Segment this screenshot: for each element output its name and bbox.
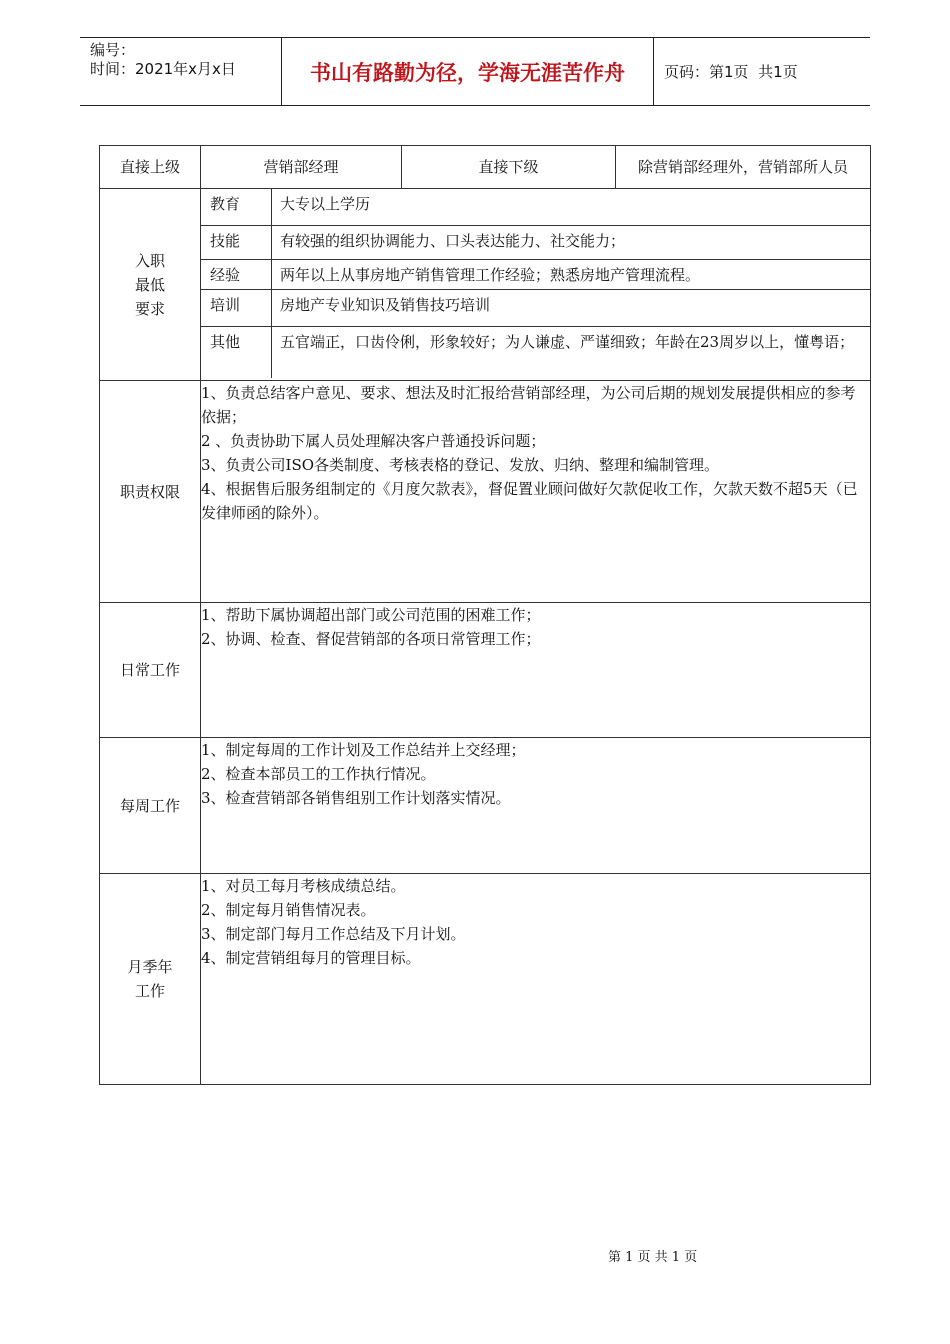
subordinate-label: 直接下级 [402, 146, 616, 189]
monthly-item: 3、制定部门每月工作总结及下月计划。 [201, 925, 466, 943]
requirement-value: 大专以上学历 [272, 189, 871, 225]
duties-row [100, 381, 871, 603]
superior-label: 直接上级 [100, 146, 201, 189]
duty-item: 3、负责公司ISO各类制度、考核表格的登记、发放、归纳、整理和编制管理。 [201, 456, 720, 474]
superior-value: 营销部经理 [201, 146, 402, 189]
document-number-label: 编号： [90, 41, 136, 59]
weekly-item: 1、制定每周的工作计划及工作总结并上交经理； [201, 741, 526, 759]
job-description-table [99, 145, 871, 1085]
weekly-item: 3、检查营销部各销售组别工作计划落实情况。 [201, 789, 511, 807]
daily-item: 2、协调、检查、督促营销部的各项日常管理工作； [201, 630, 541, 648]
duties-label: 职责权限 [100, 381, 201, 603]
requirement-value: 有较强的组织协调能力、口头表达能力、社交能力； [272, 225, 871, 259]
monthly-label-line: 月季年 [127, 958, 173, 976]
requirements-label-line: 最低 [134, 275, 165, 294]
requirements-label-line: 入职 [134, 251, 165, 270]
duty-item: 1、负责总结客户意见、要求、想法及时汇报给营销部经理，为公司后期的规划发展提供相应的参考依据； [201, 384, 856, 426]
requirement-key: 教育 [201, 189, 272, 225]
daily-row [100, 603, 871, 738]
weekly-content [201, 738, 871, 874]
header-meta [80, 38, 281, 105]
requirement-value: 房地产专业知识及销售技巧培训 [272, 289, 871, 326]
monthly-content [201, 874, 871, 1085]
requirement-row [201, 289, 870, 326]
weekly-item: 2、检查本部员工的工作执行情况。 [201, 765, 436, 783]
monthly-label [100, 874, 201, 1085]
footer-page-number: 第 1 页 共 1 页 [608, 1250, 698, 1265]
subordinate-value: 除营销部经理外，营销部所人员 [616, 146, 871, 189]
header-page-info [654, 38, 870, 105]
requirement-value: 两年以上从事房地产销售管理工作经验；熟悉房地产管理流程。 [272, 259, 871, 289]
requirements-label-line: 要求 [134, 299, 165, 318]
weekly-row [100, 738, 871, 874]
document-time-label: 时间：2021年x月x日 [90, 60, 236, 78]
duty-item: 4、根据售后服务组制定的《月度欠款表》，督促置业顾问做好欠款促收工作，欠款天数不超5天（已发律师函的除外）。 [201, 480, 858, 522]
requirement-row [201, 326, 870, 378]
requirements-row [100, 189, 871, 381]
requirements-cell [201, 189, 871, 381]
requirements-inner-table [201, 189, 870, 378]
duties-content [201, 381, 871, 603]
monthly-label-line: 工作 [134, 982, 165, 1000]
monthly-row [100, 874, 871, 1085]
requirements-label [100, 189, 201, 381]
weekly-label: 每周工作 [100, 738, 201, 874]
requirement-key: 经验 [201, 259, 272, 289]
monthly-item: 2、制定每月销售情况表。 [201, 901, 376, 919]
daily-item: 1、帮助下属协调超出部门或公司范围的困难工作； [201, 606, 541, 624]
monthly-item: 1、对员工每月考核成绩总结。 [201, 877, 406, 895]
duty-item: 2 、负责协助下属人员处理解决客户普通投诉问题； [201, 432, 546, 450]
daily-content [201, 603, 871, 738]
document-header [80, 37, 870, 106]
reporting-row [100, 146, 871, 189]
requirement-row [201, 189, 870, 225]
requirement-key: 技能 [201, 225, 272, 259]
requirement-key: 培训 [201, 289, 272, 326]
daily-label: 日常工作 [100, 603, 201, 738]
requirement-row [201, 259, 870, 289]
requirement-key: 其他 [201, 326, 272, 378]
requirement-row [201, 225, 870, 259]
monthly-item: 4、制定营销组每月的管理目标。 [201, 949, 421, 967]
header-page-label: 页码：第1页 共1页 [664, 63, 798, 81]
requirement-value: 五官端正，口齿伶俐，形象较好；为人谦虚、严谨细致；年龄在23周岁以上，懂粤语； [280, 332, 855, 351]
header-motto: 书山有路勤为径，学海无涯苦作舟 [281, 38, 654, 105]
